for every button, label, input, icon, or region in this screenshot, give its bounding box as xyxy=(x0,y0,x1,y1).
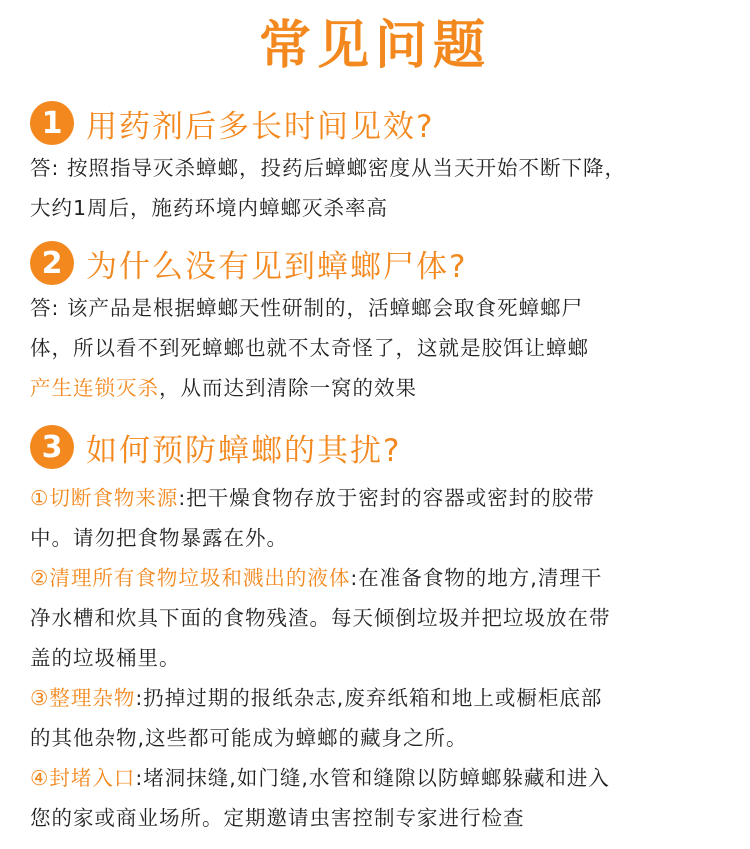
answer-text: ，从而达到清除一窝的效果 xyxy=(159,376,417,400)
tip-item xyxy=(30,478,730,558)
tip-text: :堵洞抹缝,如门缝,水管和缝隙以防蟑螂躲藏和进入 xyxy=(135,766,610,790)
tip-label: ②清理所有食物垃圾和溅出的液体 xyxy=(30,566,351,590)
tip-item xyxy=(30,678,730,758)
tip-label: ④封堵入口 xyxy=(30,766,136,790)
tip-text: 的其他杂物,这些都可能成为蟑螂的藏身之所。 xyxy=(30,726,468,750)
tip-text: 盖的垃圾桶里。 xyxy=(30,646,181,670)
highlight-text: 产生连锁灭杀 xyxy=(30,376,159,400)
answer-text: 按照指导灭杀蟑螂，投药后蟑螂密度从当天开始不断下降， xyxy=(66,156,626,180)
faq-answer-2 xyxy=(30,288,730,408)
tip-item xyxy=(30,758,730,838)
tip-text: :扔掉过期的报纸杂志,废弃纸箱和地上或橱柜底部 xyxy=(135,686,603,710)
answer-text: 体，所以看不到死蟑螂也就不太奇怪了，这就是胶饵让蟑螂 xyxy=(30,336,589,360)
tip-label: ①切断食物来源 xyxy=(30,486,179,510)
tip-text: 中。请勿把食物暴露在外。 xyxy=(30,526,288,550)
faq-answer-1 xyxy=(30,148,730,228)
question-text: 如何预防蟑螂的其扰? xyxy=(86,432,402,469)
question-text: 用药剂后多长时间见效? xyxy=(86,108,435,145)
faq-tips xyxy=(30,478,730,838)
question-text: 为什么没有见到蟑螂尸体? xyxy=(86,248,468,285)
tip-text: 您的家或商业场所。定期邀请虫害控制专家进行检查 xyxy=(30,806,525,830)
faq-question-2 xyxy=(30,238,467,288)
page-title: 常见问题 xyxy=(258,16,491,76)
tip-text: :把干燥食物存放于密封的容器或密封的胶带 xyxy=(178,486,595,510)
tip-label: ③整理杂物 xyxy=(30,686,136,710)
faq-question-3 xyxy=(30,422,401,472)
answer-text: 大约1周后，施药环境内蟑螂灭杀率高 xyxy=(30,196,389,220)
answer-prefix: 答: xyxy=(30,296,60,320)
answer-text: 该产品是根据蟑螂天性研制的，活蟑螂会取食死蟑螂尸 xyxy=(66,296,583,320)
tip-text: 净水槽和炊具下面的食物残渣。每天倾倒垃圾并把垃圾放在带 xyxy=(30,606,611,630)
faq-question-1 xyxy=(30,98,434,148)
tip-text: :在准备食物的地方,清理干 xyxy=(350,566,603,590)
number-badge: 1 xyxy=(30,101,74,145)
number-badge: 2 xyxy=(30,241,74,285)
answer-prefix: 答: xyxy=(30,156,60,180)
tip-item xyxy=(30,558,730,678)
number-badge: 3 xyxy=(30,425,74,469)
